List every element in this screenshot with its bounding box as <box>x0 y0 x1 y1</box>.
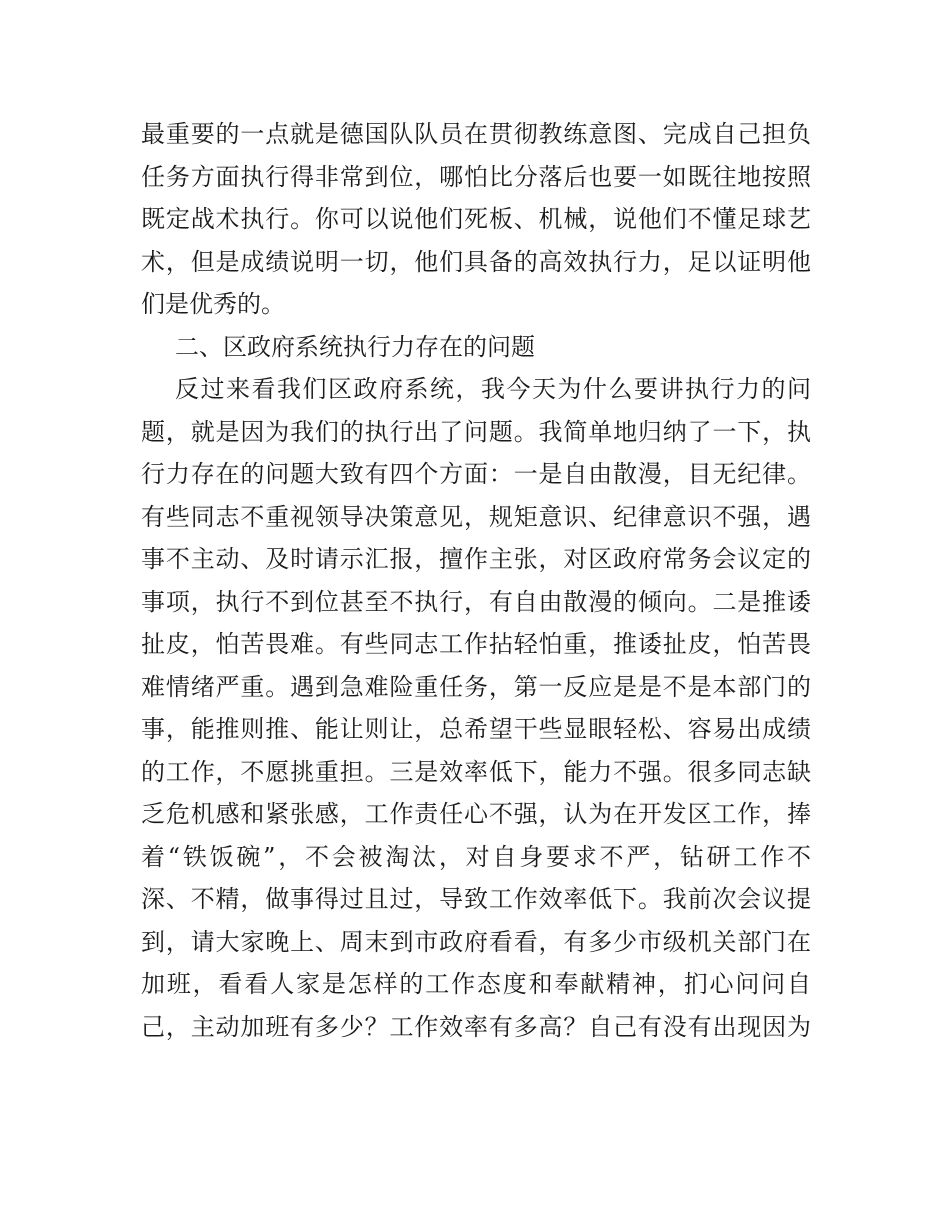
text-line: 乏危机感和紧张感，工作责任心不强，认为在开发区工作，捧 <box>141 800 811 828</box>
text-line: 事不主动、及时请示汇报，擅作主张，对区政府常务会议定的 <box>141 545 811 573</box>
text-line: 扯皮，怕苦畏难。有些同志工作拈轻怕重，推诿扯皮，怕苦畏 <box>141 630 811 658</box>
text-line: 行力存在的问题大致有四个方面：一是自由散漫，目无纪律。 <box>141 460 811 488</box>
text-line: 难情绪严重。遇到急难险重任务，第一反应是是不是本部门的 <box>141 672 811 701</box>
text-line: 事，能推则推、能让则让，总希望干些显眼轻松、容易出成绩 <box>141 715 811 743</box>
text-line: 事项，执行不到位甚至不执行，有自由散漫的倾向。二是推诿 <box>141 587 811 616</box>
text-line: 着“铁饭碗”，不会被淘汰，对自身要求不严，钻研工作不 <box>141 842 811 871</box>
section-heading: 二、区政府系统执行力存在的问题 <box>175 332 535 361</box>
text-line: 最重要的一点就是德国队队员在贯彻教练意图、完成自己担负 <box>141 120 811 148</box>
text-line: 反过来看我们区政府系统，我今天为什么要讲执行力的问 <box>175 375 811 403</box>
text-line: 们是优秀的。 <box>141 290 285 318</box>
text-line: 术，但是成绩说明一切，他们具备的高效执行力，足以证明他 <box>141 247 811 276</box>
text-line: 的工作，不愿挑重担。三是效率低下，能力不强。很多同志缺 <box>141 757 811 786</box>
text-line: 己，主动加班有多少？工作效率有多高？自己有没有出现因为 <box>141 1012 811 1041</box>
text-line: 既定战术执行。你可以说他们死板、机械，说他们不懂足球艺 <box>141 205 811 233</box>
text-line: 题，就是因为我们的执行出了问题。我简单地归纳了一下，执 <box>141 417 811 446</box>
body-text <box>141 113 811 1048</box>
text-line: 到，请大家晚上、周末到市政府看看，有多少市级机关部门在 <box>141 927 811 956</box>
text-line: 深、不精，做事得过且过，导致工作效率低下。我前次会议提 <box>141 885 811 913</box>
text-line: 任务方面执行得非常到位，哪怕比分落后也要一如既往地按照 <box>141 162 811 191</box>
text-line: 有些同志不重视领导决策意见，规矩意识、纪律意识不强，遇 <box>141 502 811 531</box>
text-line: 加班，看看人家是怎样的工作态度和奉献精神，扪心问问自 <box>141 970 811 998</box>
